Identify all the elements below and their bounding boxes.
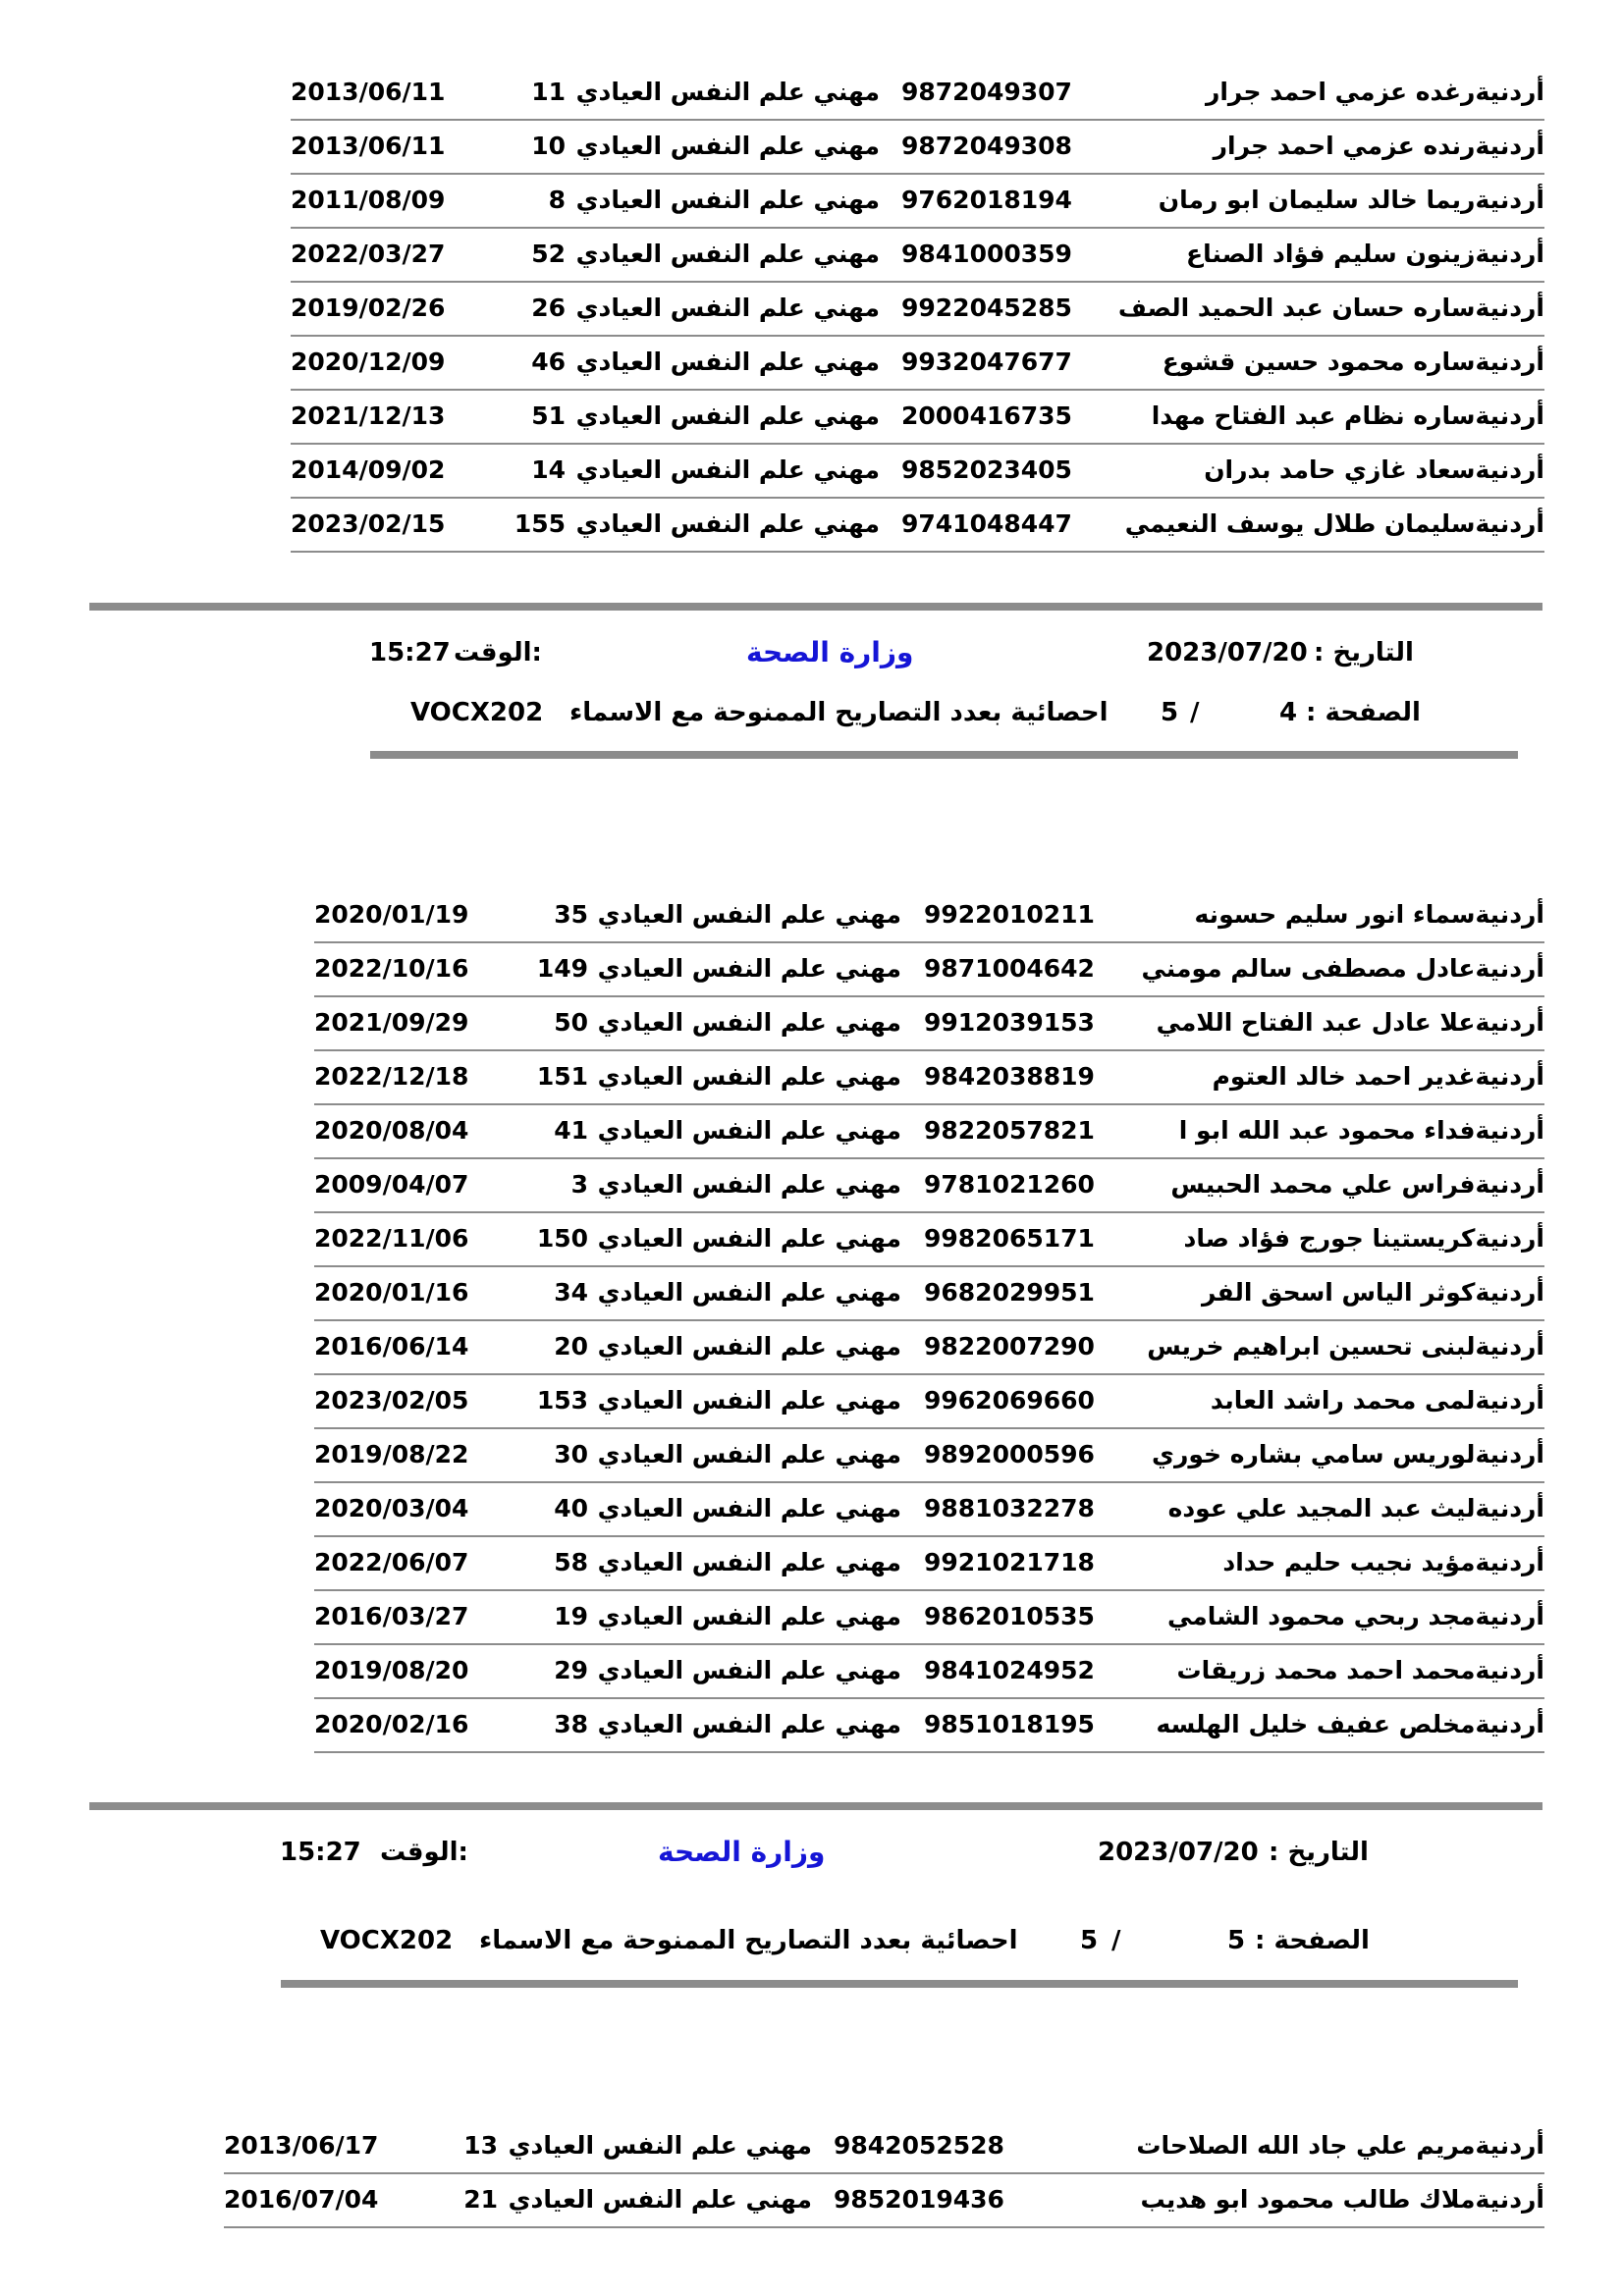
issue-date: 2022/03/27 xyxy=(291,240,446,268)
time-value: 15:27 xyxy=(280,1838,361,1867)
permit-number: 150 xyxy=(536,1224,588,1253)
issue-date: 2016/07/04 xyxy=(224,2185,379,2214)
header-bottom-rule xyxy=(370,751,1518,759)
issue-date: 2020/01/16 xyxy=(314,1278,469,1307)
header-top-rule xyxy=(89,603,1542,611)
permit-number: 46 xyxy=(531,347,566,376)
table-row xyxy=(314,1211,1544,1267)
issue-date: 2020/08/04 xyxy=(314,1116,469,1145)
page-number: 5 xyxy=(1227,1926,1246,1955)
report-code: VOCX202 xyxy=(320,1926,454,1955)
issue-date: 2022/12/18 xyxy=(314,1062,469,1091)
specialty: مهني علم النفس العيادي xyxy=(508,2131,812,2160)
permit-number: 3 xyxy=(570,1170,588,1199)
date-value: 2023/07/20 xyxy=(1098,1838,1259,1867)
specialty: مهني علم النفس العيادي xyxy=(575,455,880,484)
issue-date: 2009/04/07 xyxy=(314,1170,469,1199)
specialty: مهني علم النفس العيادي xyxy=(575,78,880,106)
specialty: مهني علم النفس العيادي xyxy=(575,401,880,430)
table-row xyxy=(314,1535,1544,1591)
person-name: أردنيةغدير احمد خالد العتوم xyxy=(1212,1062,1544,1091)
issue-date: 2023/02/15 xyxy=(291,509,446,538)
report-code: VOCX202 xyxy=(410,698,544,727)
issue-date: 2016/03/27 xyxy=(314,1602,469,1630)
person-name: أردنيةفداء محمود عبد الله ابو ا xyxy=(1178,1116,1544,1145)
national-id: 2000416735 xyxy=(901,401,1072,430)
ministry-title: وزارة الصحة xyxy=(746,636,914,668)
specialty: مهني علم النفس العيادي xyxy=(597,1440,901,1468)
table-row xyxy=(291,389,1544,445)
national-id: 9852019436 xyxy=(834,2185,1004,2214)
issue-date: 2021/09/29 xyxy=(314,1008,469,1037)
national-id: 9881032278 xyxy=(924,1494,1095,1522)
table-row xyxy=(314,1265,1544,1321)
national-id: 9822057821 xyxy=(924,1116,1095,1145)
person-name: أردنيةلمى محمد راشد العابد xyxy=(1210,1386,1544,1415)
issue-date: 2021/12/13 xyxy=(291,401,446,430)
issue-date: 2023/02/05 xyxy=(314,1386,469,1415)
table-row xyxy=(224,2172,1544,2228)
permit-number: 155 xyxy=(514,509,566,538)
date-value: 2023/07/20 xyxy=(1147,638,1308,667)
person-name: أردنيةليث عبد المجيد علي عوده xyxy=(1167,1494,1544,1522)
table-row xyxy=(314,1373,1544,1429)
time-label: الوقت: xyxy=(380,1838,468,1867)
permit-number: 51 xyxy=(531,401,566,430)
person-name: أردنيةكوثر الياس اسحق الفر xyxy=(1201,1278,1544,1307)
national-id: 9822007290 xyxy=(924,1332,1095,1361)
permit-number: 40 xyxy=(554,1494,588,1522)
national-id: 9871004642 xyxy=(924,954,1095,983)
person-name: أردنيةساره نظام عبد الفتاح مهدا xyxy=(1151,401,1544,430)
national-id: 9922010211 xyxy=(924,900,1095,929)
issue-date: 2020/12/09 xyxy=(291,347,446,376)
national-id: 9872049307 xyxy=(901,78,1072,106)
national-id: 9841000359 xyxy=(901,240,1072,268)
issue-date: 2019/08/20 xyxy=(314,1656,469,1684)
table-row xyxy=(314,1697,1544,1753)
table-row xyxy=(291,227,1544,283)
table-row xyxy=(314,1643,1544,1699)
report-title: احصائية بعدد التصاريح الممنوحة مع الاسماء xyxy=(479,1926,1018,1955)
table-row xyxy=(291,281,1544,337)
table-row xyxy=(314,1427,1544,1483)
person-name: أردنيةلبنى تحسين ابراهيم خريس xyxy=(1147,1332,1544,1361)
table-row xyxy=(314,995,1544,1051)
specialty: مهني علم النفس العيادي xyxy=(597,1710,901,1738)
total-pages: 5 xyxy=(1161,698,1179,727)
permit-number: 19 xyxy=(554,1602,588,1630)
specialty: مهني علم النفس العيادي xyxy=(508,2185,812,2214)
person-name: أردنيةرنده عزمي احمد جرار xyxy=(1213,132,1544,160)
specialty: مهني علم النفس العيادي xyxy=(597,1062,901,1091)
table-row xyxy=(314,887,1544,943)
specialty: مهني علم النفس العيادي xyxy=(597,1008,901,1037)
table-row xyxy=(291,119,1544,175)
permit-number: 151 xyxy=(536,1062,588,1091)
date-label: التاريخ : xyxy=(1269,1838,1369,1867)
person-name: أردنيةمؤيد نجيب حليم حداد xyxy=(1222,1548,1544,1576)
page-separator: / xyxy=(1190,698,1200,727)
national-id: 9851018195 xyxy=(924,1710,1095,1738)
person-name: أردنيةسليمان طلال يوسف النعيمي xyxy=(1124,509,1544,538)
person-name: أردنيةريما خالد سليمان ابو رمان xyxy=(1158,186,1544,214)
permit-number: 26 xyxy=(531,294,566,322)
permit-number: 14 xyxy=(531,455,566,484)
national-id: 9872049308 xyxy=(901,132,1072,160)
permit-number: 38 xyxy=(554,1710,588,1738)
specialty: مهني علم النفس العيادي xyxy=(575,509,880,538)
header-top-rule xyxy=(89,1802,1542,1810)
person-name: أردنيةرغده عزمي احمد جرار xyxy=(1205,78,1544,106)
specialty: مهني علم النفس العيادي xyxy=(597,954,901,983)
table-row xyxy=(291,65,1544,121)
permit-number: 30 xyxy=(554,1440,588,1468)
person-name: أردنيةمجد ربحي محمود الشامي xyxy=(1167,1602,1544,1630)
person-name: أردنيةساره محمود حسين قشوع xyxy=(1162,347,1544,376)
issue-date: 2011/08/09 xyxy=(291,186,446,214)
table-row xyxy=(314,1589,1544,1645)
person-name: أردنيةمريم علي جاد الله الصلاحات xyxy=(1136,2131,1544,2160)
permit-number: 35 xyxy=(554,900,588,929)
national-id: 9932047677 xyxy=(901,347,1072,376)
table-row xyxy=(291,173,1544,229)
specialty: مهني علم النفس العيادي xyxy=(597,1332,901,1361)
national-id: 9842052528 xyxy=(834,2131,1004,2160)
table-row xyxy=(314,1481,1544,1537)
permit-number: 21 xyxy=(463,2185,498,2214)
national-id: 9682029951 xyxy=(924,1278,1095,1307)
issue-date: 2013/06/11 xyxy=(291,132,446,160)
national-id: 9841024952 xyxy=(924,1656,1095,1684)
issue-date: 2020/02/16 xyxy=(314,1710,469,1738)
national-id: 9781021260 xyxy=(924,1170,1095,1199)
specialty: مهني علم النفس العيادي xyxy=(597,1116,901,1145)
permit-number: 34 xyxy=(554,1278,588,1307)
national-id: 9892000596 xyxy=(924,1440,1095,1468)
issue-date: 2016/06/14 xyxy=(314,1332,469,1361)
issue-date: 2022/10/16 xyxy=(314,954,469,983)
person-name: أردنيةساره حسان عبد الحميد الصف xyxy=(1117,294,1544,322)
specialty: مهني علم النفس العيادي xyxy=(597,1224,901,1253)
national-id: 9921021718 xyxy=(924,1548,1095,1576)
permit-number: 58 xyxy=(554,1548,588,1576)
table-row xyxy=(314,1319,1544,1375)
national-id: 9982065171 xyxy=(924,1224,1095,1253)
issue-date: 2020/01/19 xyxy=(314,900,469,929)
specialty: مهني علم النفس العيادي xyxy=(597,1170,901,1199)
specialty: مهني علم النفس العيادي xyxy=(575,240,880,268)
specialty: مهني علم النفس العيادي xyxy=(597,1494,901,1522)
page-label: الصفحة : xyxy=(1306,698,1421,727)
specialty: مهني علم النفس العيادي xyxy=(597,1386,901,1415)
page-label: الصفحة : xyxy=(1255,1926,1370,1955)
date-label: التاريخ : xyxy=(1314,638,1414,667)
specialty: مهني علم النفس العيادي xyxy=(597,900,901,929)
table-row xyxy=(291,497,1544,553)
table-row xyxy=(291,335,1544,391)
permit-number: 8 xyxy=(548,186,566,214)
page-separator: / xyxy=(1111,1926,1121,1955)
permit-number: 11 xyxy=(531,78,566,106)
national-id: 9842038819 xyxy=(924,1062,1095,1091)
issue-date: 2013/06/17 xyxy=(224,2131,379,2160)
table-row xyxy=(314,1103,1544,1159)
national-id: 9912039153 xyxy=(924,1008,1095,1037)
national-id: 9741048447 xyxy=(901,509,1072,538)
permit-number: 13 xyxy=(463,2131,498,2160)
specialty: مهني علم النفس العيادي xyxy=(575,347,880,376)
person-name: أردنيةزينون سليم فؤاد الصناع xyxy=(1186,240,1544,268)
person-name: أردنيةمخلص عفيف خليل الهلسه xyxy=(1156,1710,1544,1738)
time-label: الوقت: xyxy=(454,638,542,667)
person-name: أردنيةعلا عادل عبد الفتاح اللامي xyxy=(1156,1008,1544,1037)
report-title: احصائية بعدد التصاريح الممنوحة مع الاسماء xyxy=(569,698,1109,727)
issue-date: 2014/09/02 xyxy=(291,455,446,484)
person-name: أردنيةسعاد غازي حامد بدران xyxy=(1204,455,1544,484)
specialty: مهني علم النفس العيادي xyxy=(575,132,880,160)
ministry-title: وزارة الصحة xyxy=(658,1836,826,1868)
issue-date: 2019/08/22 xyxy=(314,1440,469,1468)
person-name: أردنيةسماء انور سليم حسونه xyxy=(1194,900,1544,929)
header-bottom-rule xyxy=(281,1980,1518,1988)
specialty: مهني علم النفس العيادي xyxy=(597,1602,901,1630)
specialty: مهني علم النفس العيادي xyxy=(597,1278,901,1307)
issue-date: 2013/06/11 xyxy=(291,78,446,106)
issue-date: 2022/11/06 xyxy=(314,1224,469,1253)
table-row xyxy=(314,1157,1544,1213)
permit-number: 29 xyxy=(554,1656,588,1684)
person-name: أردنيةملاك طالب محمود ابو هديب xyxy=(1140,2185,1544,2214)
table-row xyxy=(224,2118,1544,2174)
person-name: أردنيةلوريس سامي بشاره خوري xyxy=(1152,1440,1544,1468)
permit-number: 10 xyxy=(531,132,566,160)
specialty: مهني علم النفس العيادي xyxy=(597,1656,901,1684)
permit-number: 41 xyxy=(554,1116,588,1145)
specialty: مهني علم النفس العيادي xyxy=(575,294,880,322)
specialty: مهني علم النفس العيادي xyxy=(575,186,880,214)
table-row xyxy=(314,1049,1544,1105)
national-id: 9762018194 xyxy=(901,186,1072,214)
issue-date: 2019/02/26 xyxy=(291,294,446,322)
person-name: أردنيةعادل مصطفى سالم مومني xyxy=(1141,954,1544,983)
national-id: 9852023405 xyxy=(901,455,1072,484)
person-name: أردنيةكريستينا جورج فؤاد صاد xyxy=(1183,1224,1544,1253)
permit-number: 50 xyxy=(554,1008,588,1037)
issue-date: 2020/03/04 xyxy=(314,1494,469,1522)
permit-number: 149 xyxy=(536,954,588,983)
table-row xyxy=(291,443,1544,499)
national-id: 9862010535 xyxy=(924,1602,1095,1630)
permit-number: 20 xyxy=(554,1332,588,1361)
permit-number: 52 xyxy=(531,240,566,268)
national-id: 9962069660 xyxy=(924,1386,1095,1415)
time-value: 15:27 xyxy=(369,638,451,667)
person-name: أردنيةمحمد احمد محمد زريقات xyxy=(1176,1656,1544,1684)
person-name: أردنيةفراس علي محمد الحبيس xyxy=(1170,1170,1544,1199)
issue-date: 2022/06/07 xyxy=(314,1548,469,1576)
national-id: 9922045285 xyxy=(901,294,1072,322)
specialty: مهني علم النفس العيادي xyxy=(597,1548,901,1576)
page-number: 4 xyxy=(1279,698,1298,727)
table-row xyxy=(314,941,1544,997)
total-pages: 5 xyxy=(1080,1926,1099,1955)
permit-number: 153 xyxy=(536,1386,588,1415)
